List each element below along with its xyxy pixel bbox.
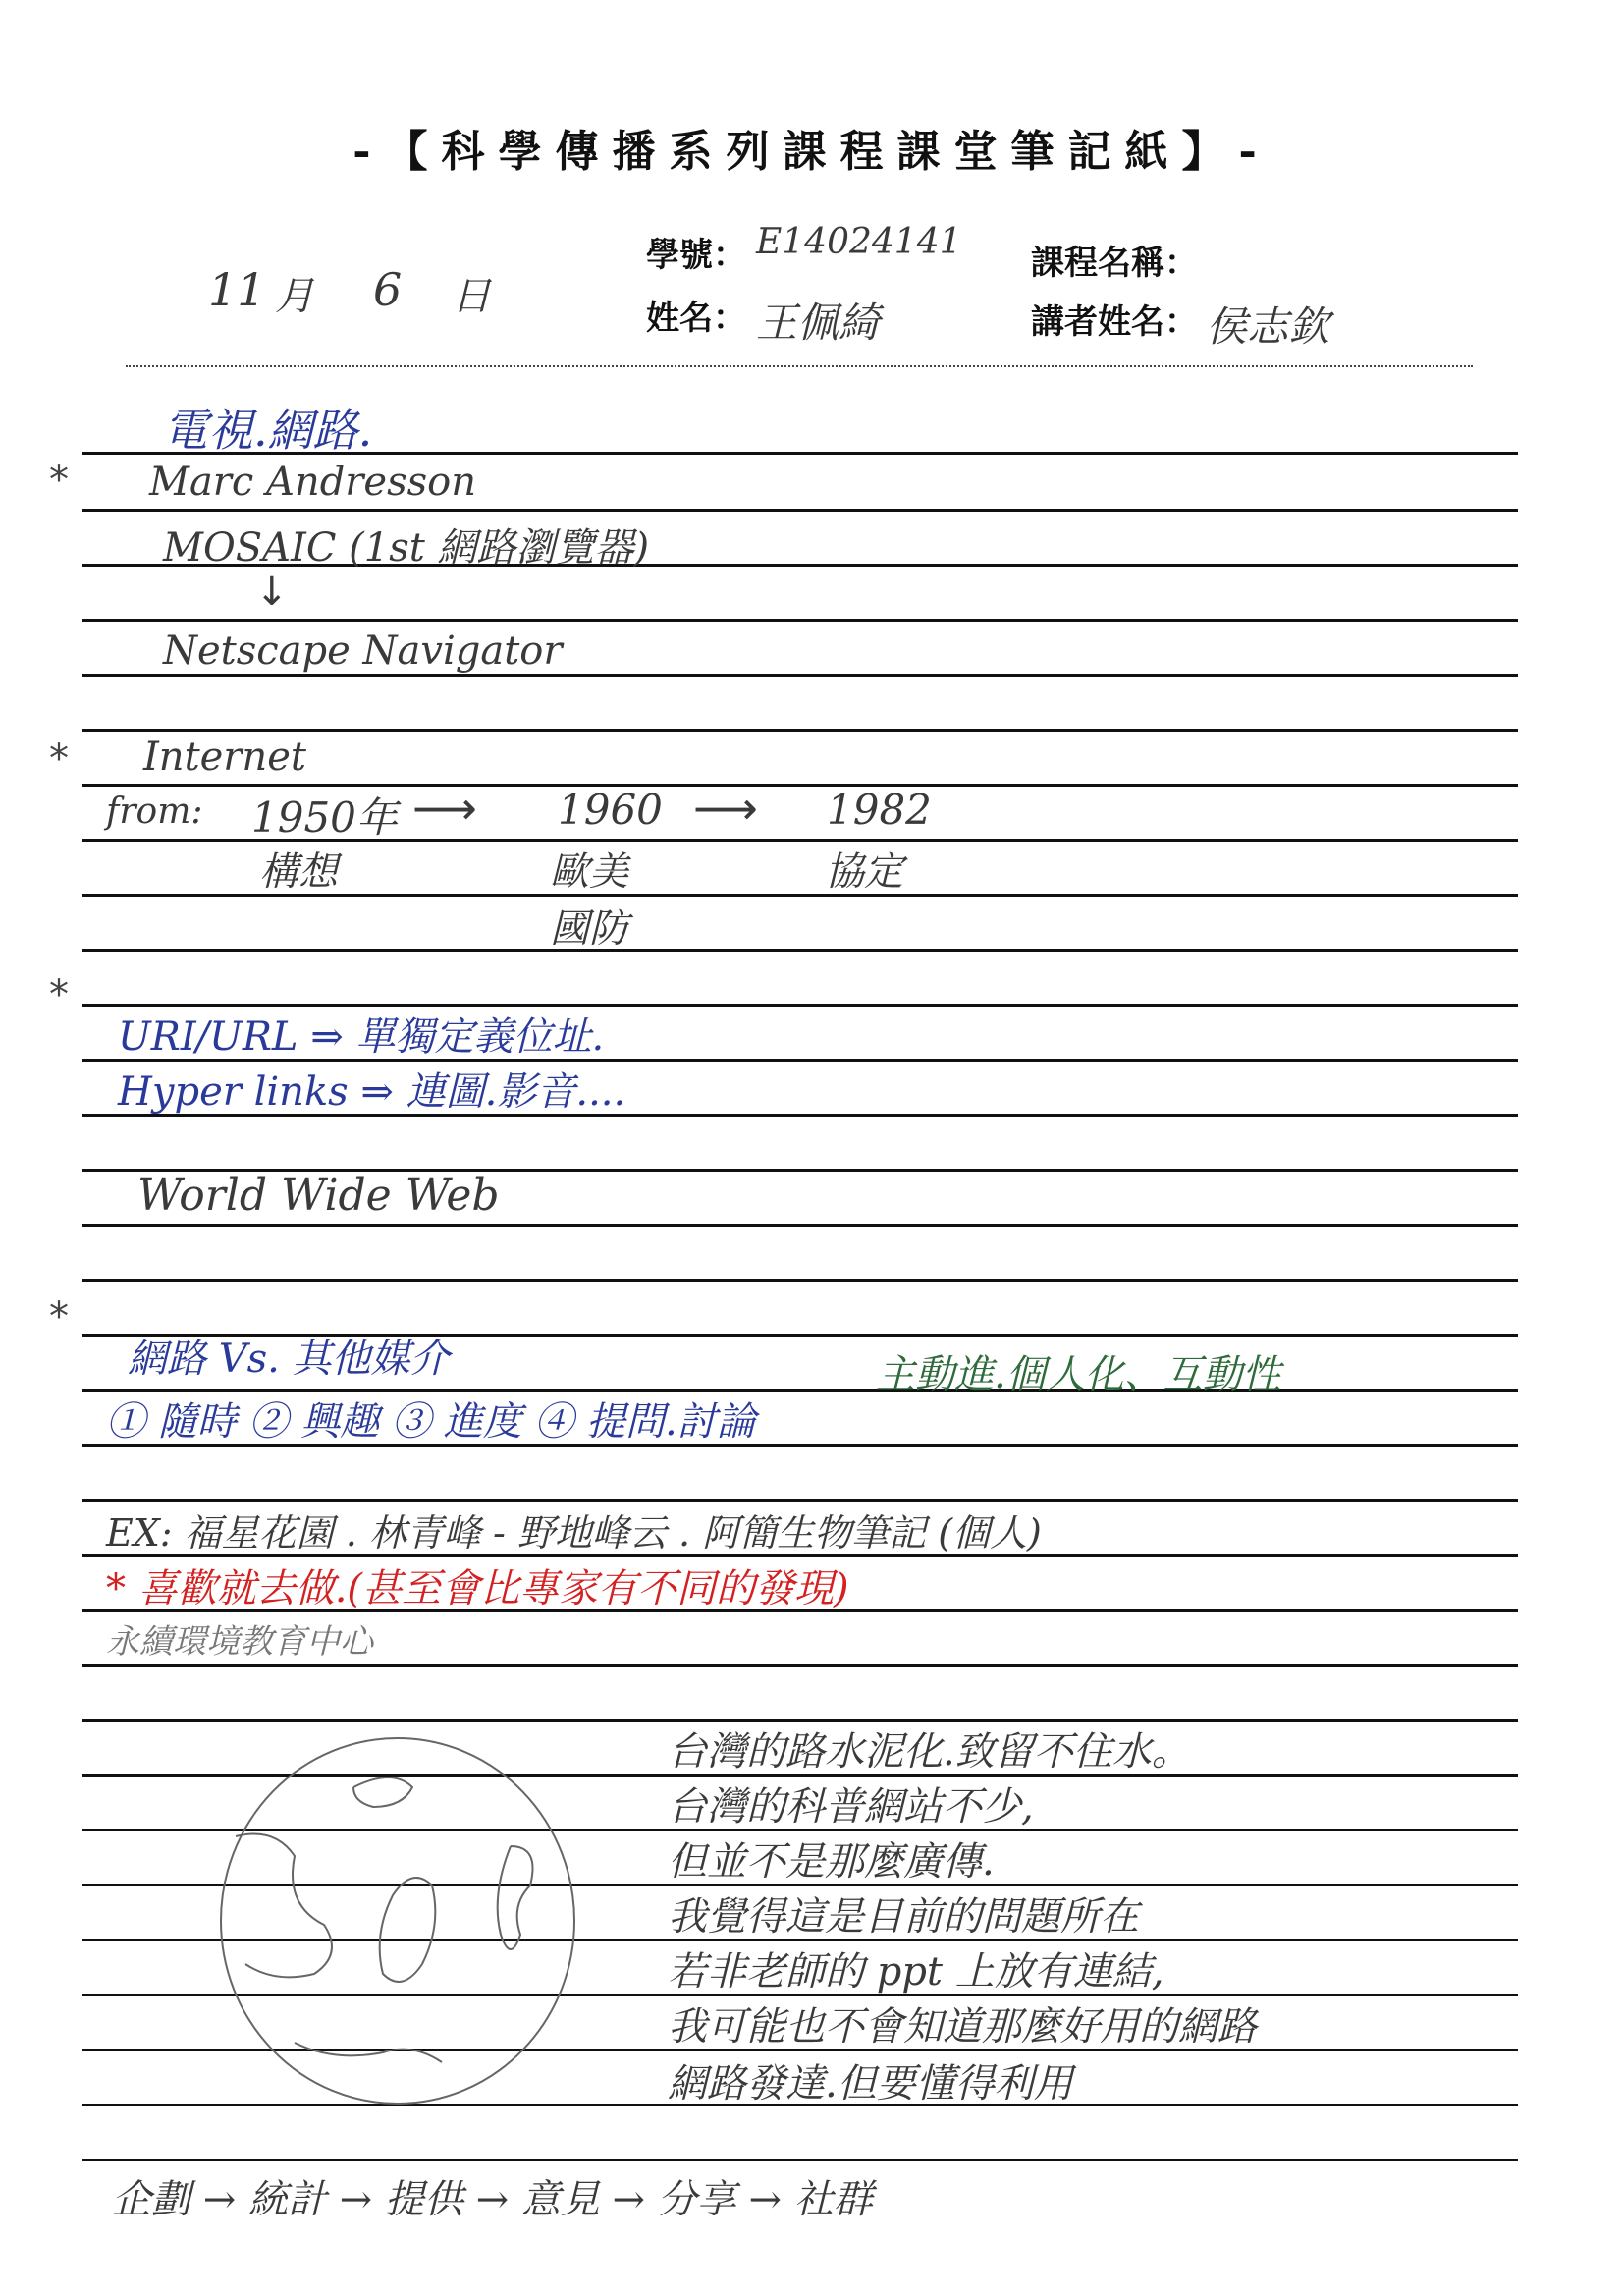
reflection-line: 但並不是那麼廣傳. [668, 1839, 995, 1885]
rule-line [82, 2159, 1518, 2161]
rule-line [82, 1224, 1518, 1227]
date-day: 6 [373, 263, 403, 316]
from-label: from: [106, 792, 203, 832]
reflection-line: 台灣的科普網站不少, [668, 1784, 1034, 1830]
year-1960: 1960 [558, 786, 663, 834]
rule-line [82, 1499, 1518, 1502]
example-note: EX: 福星花園 . 林青峰 - 野地峰云 . 阿簡生物筆記 (個人) [106, 1511, 1042, 1555]
green-note: 主動進.個人化、互動性 [876, 1352, 1281, 1397]
topic-heading: 電視.網路. [163, 404, 373, 457]
rule-line [82, 509, 1518, 512]
www-note: World Wide Web [137, 1171, 500, 1221]
rule-line [82, 619, 1518, 622]
vs-note: 網路 Vs. 其他媒介 [128, 1337, 450, 1382]
points-note: ① 隨時 ② 興趣 ③ 進度 ④ 提問.討論 [106, 1399, 756, 1445]
flow-note: 企劃 → 統計 → 提供 → 意見 → 分享 → 社群 [112, 2177, 873, 2222]
rule-line [82, 1664, 1518, 1667]
reflection-line: 若非老師的 ppt 上放有連結, [668, 1949, 1164, 1995]
page-title: -【科學傳播系列課程課堂筆記紙】- [352, 127, 1271, 177]
speaker-value: 侯志欽 [1206, 302, 1330, 351]
red-note: * 喜歡就去做.(甚至會比專家有不同的發現) [106, 1566, 849, 1612]
star-marker: * [49, 1294, 69, 1339]
marc-andresson: Marc Andresson [149, 460, 476, 505]
course-label: 課程名稱： [1031, 244, 1198, 283]
date-month-unit: 月 [275, 274, 314, 319]
star-marker: * [49, 972, 69, 1017]
student-id-label: 學號： [646, 236, 746, 275]
globe-land [380, 1878, 436, 1982]
star-marker: * [49, 458, 69, 503]
reflection-line: 台灣的路水泥化.致留不住水。 [668, 1729, 1191, 1775]
date-day-unit: 日 [452, 274, 491, 319]
rule-line [82, 674, 1518, 677]
mosaic-note: MOSAIC (1st 網路瀏覽器) [163, 525, 650, 571]
date-month: 11 [208, 263, 266, 316]
globe-land [353, 1777, 412, 1807]
netscape-note: Netscape Navigator [163, 629, 563, 674]
uri-note: URI/URL ⇒ 單獨定義位址. [118, 1014, 605, 1060]
internet-heading: Internet [143, 735, 306, 780]
year-1950: 1950年 [251, 793, 398, 842]
sub-1960-a: 歐美 [550, 849, 628, 895]
header-divider [126, 365, 1473, 367]
reflection-line: 我可能也不會知道那麼好用的網路 [668, 2004, 1257, 2050]
rule-line [82, 1279, 1518, 1282]
speaker-label: 講者姓名： [1031, 302, 1198, 342]
pencil-note: 永續環境教育中心 [106, 1622, 373, 1662]
arrow-down-icon: ↓ [255, 570, 289, 615]
arrow-right-icon: ⟶ [412, 782, 477, 835]
globe-land [236, 1834, 332, 1978]
globe-land [295, 2043, 442, 2062]
rule-line [82, 729, 1518, 732]
rule-line [82, 949, 1518, 952]
star-marker: * [49, 737, 69, 782]
sub-1982: 協定 [825, 849, 903, 895]
reflection-line: 網路發達.但要懂得利用 [668, 2061, 1073, 2106]
sub-1950: 構想 [259, 849, 338, 895]
arrow-right-icon: ⟶ [693, 782, 758, 835]
name-label: 姓名： [646, 299, 746, 338]
hyperlinks-note: Hyper links ⇒ 連圖.影音.... [118, 1069, 626, 1115]
sub-1960-b: 國防 [550, 906, 628, 952]
name-value: 王佩綺 [756, 299, 881, 347]
year-1982: 1982 [827, 786, 932, 834]
student-id-value: E14024141 [756, 222, 962, 262]
reflection-line: 我覺得這是目前的問題所在 [668, 1894, 1139, 1940]
globe-land [498, 1846, 533, 1949]
